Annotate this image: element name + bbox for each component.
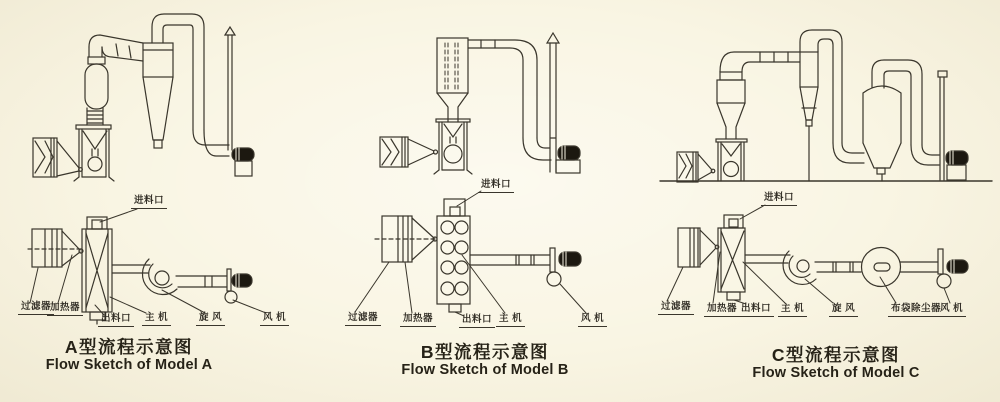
title-model-c-en: Flow Sketch of Model C — [752, 365, 920, 382]
title-model-a — [29, 337, 229, 375]
panel-c-top-sketch — [660, 30, 992, 182]
title-model-b — [385, 342, 585, 380]
label-main-machine-c: 主 机 — [778, 304, 807, 317]
label-heater-b: 加热器 — [400, 314, 436, 327]
label-main-machine-a: 主 机 — [142, 313, 171, 326]
title-model-c — [736, 345, 936, 383]
panel-b-top-sketch — [380, 33, 580, 174]
panel-b-bottom-sketch — [355, 191, 586, 316]
label-cyclone-c: 旋 风 — [829, 304, 858, 317]
label-discharge-outlet-b: 出料口 — [459, 315, 495, 328]
label-bag-dust-collector-c: 布袋除尘器 — [888, 304, 944, 317]
label-heater-c: 加热器 — [704, 304, 740, 317]
label-filter-a: 过滤器 — [18, 302, 54, 315]
label-feed-inlet-a: 进料口 — [131, 196, 167, 209]
label-discharge-outlet-c: 出料口 — [738, 304, 774, 317]
label-filter-b: 过滤器 — [345, 313, 381, 326]
label-discharge-outlet-a: 出料口 — [98, 314, 134, 327]
label-filter-c: 过滤器 — [658, 302, 694, 315]
label-fan-c: 风 机 — [937, 304, 966, 317]
title-model-c-zh: C型流程示意图 — [771, 345, 901, 365]
label-heater-a: 加热器 — [47, 303, 83, 316]
label-main-machine-b: 主 机 — [496, 314, 525, 327]
panel-a-top-sketch — [33, 14, 254, 181]
label-cyclone-a: 旋 风 — [196, 313, 225, 326]
title-model-a-en: Flow Sketch of Model A — [45, 357, 213, 374]
panel-c-bottom-sketch — [667, 205, 968, 304]
label-fan-b: 风 机 — [578, 314, 607, 327]
title-model-b-en: Flow Sketch of Model B — [401, 362, 569, 379]
title-model-b-zh: B型流程示意图 — [420, 342, 550, 362]
title-model-a-zh: A型流程示意图 — [64, 337, 194, 357]
label-fan-a: 风 机 — [260, 313, 289, 326]
label-feed-inlet-c: 进料口 — [761, 193, 797, 206]
label-feed-inlet-b: 进料口 — [478, 180, 514, 193]
